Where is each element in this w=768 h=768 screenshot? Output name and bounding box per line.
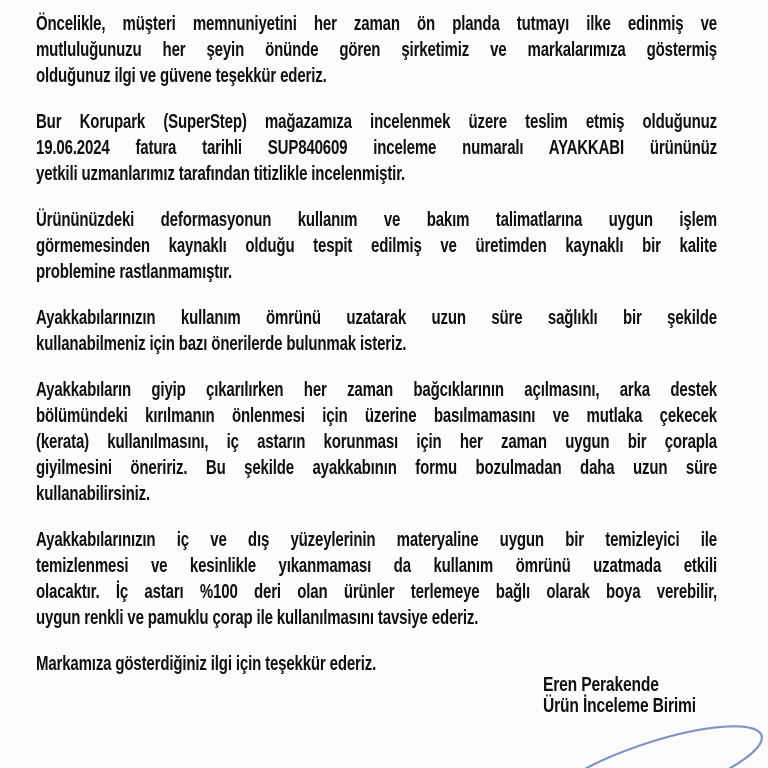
text-line: uygun renkli ve pamuklu çorap ile kullanılmasını tavsiye ederiz. [36,607,479,629]
text-line: Ürününüzdeki deformasyonun kullanım ve bakım talimatlarına uygun işlem [36,209,717,231]
paragraph [36,305,717,357]
text-line: yetkili uzmanlarımız tarafından titizlikle incelenmiştir. [36,163,406,185]
paragraph [36,377,717,507]
text-line: görmemesinden kaynaklı olduğu tespit edilmiş ve üretimden kaynaklı bir kalite [36,235,717,257]
text-line: kullanabilirsiniz. [36,483,150,505]
paragraph [36,11,717,89]
paragraph [36,109,717,187]
text-line: Öncelikle, müşteri memnuniyetini her zaman ön planda tutmayı ilke edinmiş ve [36,13,717,35]
paragraph [36,207,717,285]
text-line: bölümündeki kırılmanın önlenmesi için üzerine basılmamasını ve mutlaka çekecek [36,405,717,427]
text-line: Bur Korupark (SuperStep) mağazamıza incelenmek üzere teslim etmiş olduğunuz [36,111,717,133]
signature-ellipse-stroke [540,709,768,768]
text-line: kullanabilmeniz için bazı önerilerde bulunmak isteriz. [36,333,407,355]
signature-title: Ürün İnceleme Birimi [543,695,696,717]
text-line: Ayakkabıların giyip çıkarılırken her zaman bağcıklarının açılmasını, arka destek [36,379,717,401]
text-line: mutluluğunuzu her şeyin önünde gören şirketimiz ve markalarımıza göstermiş [36,39,717,61]
signature-name: Eren Perakende [543,674,659,696]
signature-block [543,675,768,717]
text-line: Markamıza gösterdiğiniz ilgi için teşekkür ederiz. [36,653,377,675]
text-line: olduğunuz ilgi ve güvene teşekkür ederiz. [36,65,327,87]
text-line: Ayakkabılarınızın kullanım ömrünü uzatarak uzun süre sağlıklı bir şekilde [36,307,717,329]
text-line: temizlenmesi ve kesinlikle yıkanmaması da kullanım ömrünü uzatmada etkili [36,555,717,577]
text-line: olacaktır. İç astarı %100 deri olan ürünler terlemeye bağlı olarak boya verebilir, [36,581,717,603]
paragraph [36,527,717,631]
text-line: Ayakkabılarınızın iç ve dış yüzeylerinin materyaline uygun bir temizleyici ile [36,529,717,551]
text-line: problemine rastlanmamıştır. [36,261,233,283]
letter-body [36,11,717,697]
text-line: 19.06.2024 fatura tarihli SUP840609 inceleme numaralı AYAKKABI ürününüz [36,137,717,159]
text-line: (kerata) kullanılmasını, iç astarın korunması için her zaman uygun bir çorapla [36,431,717,453]
text-line: giyilmesini öneririz. Bu şekilde ayakkabının formu bozulmadan daha uzun süre [36,457,717,479]
